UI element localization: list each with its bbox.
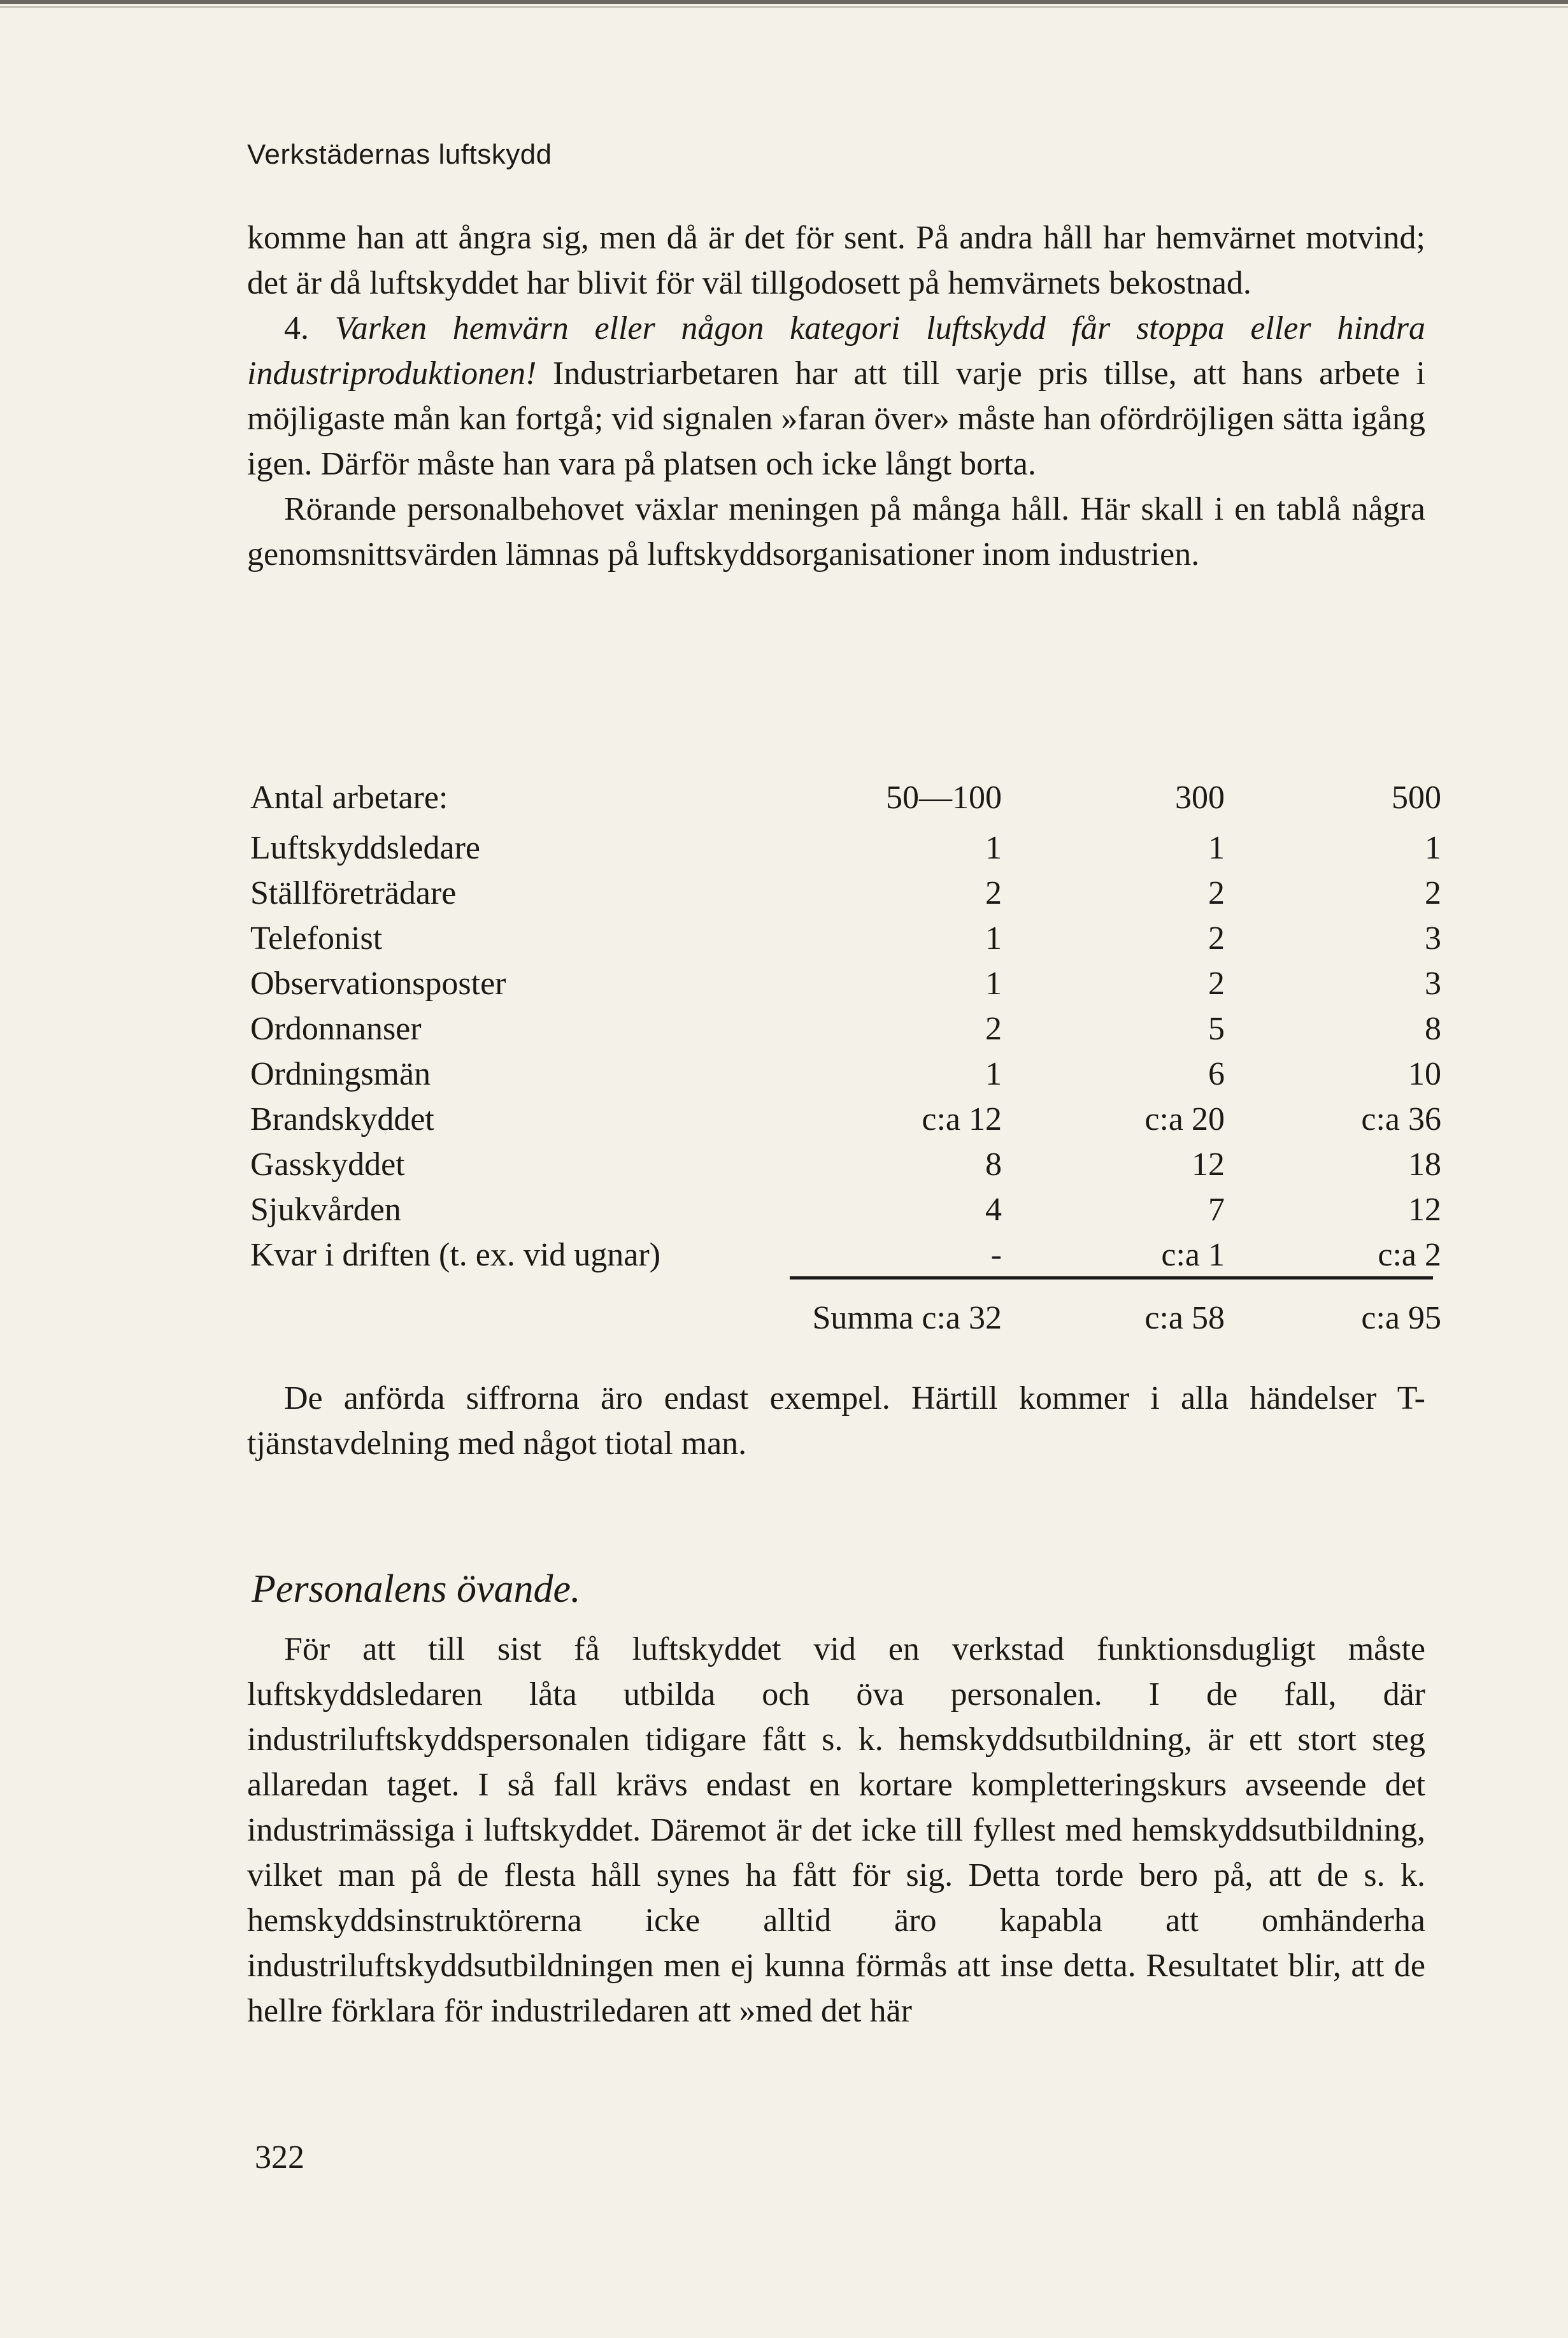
sum-cell: c:a 95 [1361, 1299, 1441, 1336]
row-label: Gasskyddet [250, 1146, 405, 1183]
cell: 1 [985, 966, 1002, 1002]
page-top-border-thin [0, 6, 1568, 8]
row-label: Ordningsmän [250, 1056, 431, 1092]
table-row [250, 1232, 1441, 1278]
cell: 7 [1208, 1192, 1225, 1228]
table-row [250, 916, 1441, 961]
sum-cell: Summa c:a 32 [812, 1299, 1002, 1336]
row-label: Ordonnanser [250, 1011, 422, 1047]
paragraph-examples: De anförda siffrorna äro endast exempel. Härtill kommer i alla händelser T-tjänstavdelning med något tiotal man. [247, 1380, 1425, 1462]
section-heading: Personalens övande. [252, 1567, 581, 1611]
cell: 4 [985, 1192, 1002, 1228]
cell: 1 [985, 920, 1002, 957]
cell: 3 [1425, 966, 1441, 1002]
cell: c:a 20 [1144, 1101, 1225, 1137]
running-head: Verkstädernas luftskydd [247, 139, 552, 170]
table-header-row [250, 769, 1441, 825]
table-row [250, 1142, 1441, 1187]
header-col-300: 300 [1175, 779, 1225, 816]
table-row [250, 1187, 1441, 1232]
cell: 8 [1425, 1011, 1441, 1047]
paragraph-continuation: komme han att ångra sig, men då är det för sent. På andra håll har hemvärnet motvind; det är då luftskyddet har blivit för väl tillgodosett på hemvärnets bekostnad. [247, 220, 1425, 301]
paragraph-point-4 [247, 306, 1425, 487]
header-col-500: 500 [1392, 779, 1441, 816]
table-row [250, 961, 1441, 1006]
cell: 12 [1408, 1192, 1441, 1228]
row-label: Kvar i driften (t. ex. vid ugnar) [250, 1237, 661, 1273]
paragraph-training: För att till sist få luftskyddet vid en verkstad funktionsdugligt måste luftskyddsledaren låta utbilda och öva personalen. I de fall, där industriluftskyddspersonalen tidigare fått s. k. hemskyddsutbildning, är ett stort steg allaredan taget. I så fall krävs endast en kortare kompletteringskurs avseende det industrimässiga i luftskyddet. Däremot är det icke till fyllest med hemskyddsutbildning, vilket man på de flesta håll synes ha fått för sig. Detta torde bero på, att de s. k. hemskyddsinstruktörerna icke alltid äro kapabla att omhänderha industriluftskyddsutbildningen men ej kunna förmås att inse detta. Resultatet blir, att de hellre förklara för industriledaren att »med det här [247, 1631, 1425, 2029]
header-col-50-100: 50—100 [886, 779, 1002, 816]
cell: 6 [1208, 1056, 1225, 1092]
paragraph-personnel-need: Rörande personalbehovet växlar meningen på många håll. Här skall i en tablå några genomsnittsvärden lämnas på luftskyddsorganisationer inom industrien. [247, 491, 1425, 573]
cell: 8 [985, 1146, 1002, 1183]
cell: 2 [985, 875, 1002, 911]
cell: 2 [1425, 875, 1441, 911]
row-label: Ställföreträdare [250, 875, 457, 911]
page-top-border [0, 0, 1568, 4]
sum-divider [790, 1276, 1433, 1279]
row-label: Telefonist [250, 920, 383, 957]
row-label: Luftskyddsledare [250, 830, 481, 866]
cell: c:a 1 [1161, 1237, 1225, 1273]
table-row [250, 1051, 1441, 1097]
cell: 18 [1408, 1146, 1441, 1183]
post-table-text [247, 1376, 1425, 1466]
table-row [250, 1097, 1441, 1142]
point-body: Industriarbetaren har att till varje pris tillse, att hans arbete i möjligaste mån kan fortgå; vid signalen »faran över» måste han ofördröjligen sätta igång igen. Därför måste han vara på platsen och icke långt borta. [247, 355, 1425, 482]
point-emphasis: Varken hemvärn eller någon kategori luftskydd får stoppa eller hindra industriproduktionen! [247, 310, 1425, 392]
point-number: 4. [284, 310, 309, 346]
row-label: Observationsposter [250, 966, 506, 1002]
cell: 1 [985, 830, 1002, 866]
cell: 2 [1208, 875, 1225, 911]
table-row [250, 871, 1441, 916]
table-sum-row [250, 1278, 1441, 1349]
table-row [250, 825, 1441, 871]
cell: 3 [1425, 920, 1441, 957]
sum-cell: c:a 58 [1144, 1299, 1225, 1336]
cell: c:a 12 [922, 1101, 1002, 1137]
cell: 2 [1208, 966, 1225, 1002]
row-label: Brandskyddet [250, 1101, 434, 1137]
sum-spacer [250, 1278, 811, 1349]
cell: c:a 36 [1361, 1101, 1441, 1137]
cell: 1 [1208, 830, 1225, 866]
cell: 5 [1208, 1011, 1225, 1047]
opening-text [247, 215, 1425, 577]
cell: 2 [985, 1011, 1002, 1047]
cell: 12 [1192, 1146, 1225, 1183]
cell: 10 [1408, 1056, 1441, 1092]
cell: 1 [1425, 830, 1441, 866]
header-label: Antal arbetare: [250, 779, 448, 816]
table-row [250, 1006, 1441, 1051]
page-number: 322 [255, 2139, 304, 2176]
row-label: Sjukvården [250, 1192, 401, 1228]
section-text [247, 1627, 1425, 2034]
staffing-table [250, 769, 1441, 1349]
cell: 1 [985, 1056, 1002, 1092]
cell: - [990, 1237, 1002, 1273]
cell: 2 [1208, 920, 1225, 957]
cell: c:a 2 [1378, 1237, 1441, 1273]
